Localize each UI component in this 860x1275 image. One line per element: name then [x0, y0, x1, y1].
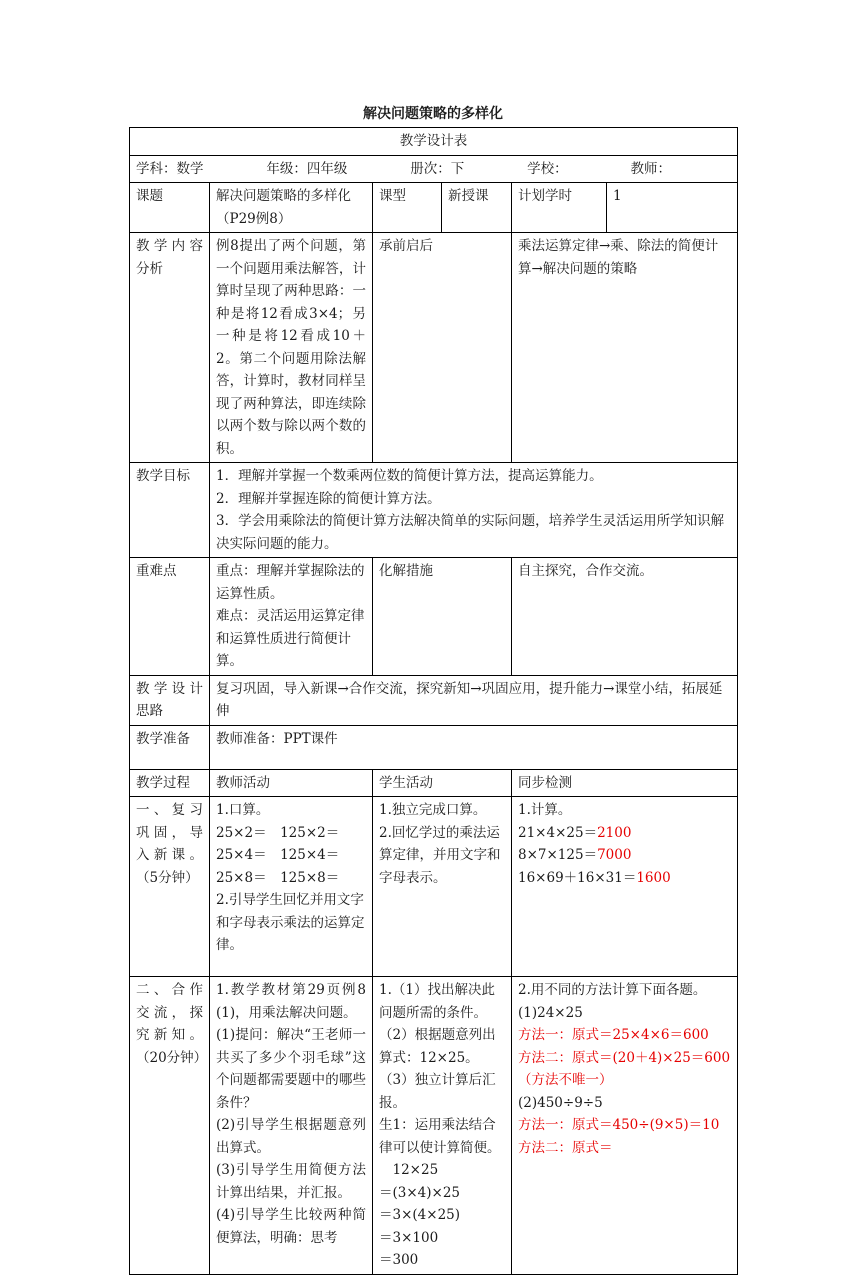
design-idea-label: 教学设计思路 [130, 675, 210, 725]
check-method: 方法二：原式＝(20＋4)×25＝600 [518, 1049, 731, 1066]
check-method: 方法一：原式＝25×4×6＝600 [518, 1027, 709, 1043]
teacher-line: 1.教学教材第29页例8(1)，用乘法解决问题。 [216, 982, 366, 1021]
stage-sync-check [512, 977, 738, 1275]
topic-label: 课题 [130, 183, 210, 233]
volume-field: 册次：下 [410, 160, 465, 177]
student-line: （2）根据题意列出算式：12×25。 [379, 1027, 496, 1066]
check-item [518, 822, 731, 845]
student-line: 1.（1）找出解决此问题所需的条件。 [379, 982, 495, 1021]
key-points-row [130, 558, 738, 676]
goals-label: 教学目标 [130, 463, 210, 558]
stage-teacher-activity [210, 977, 373, 1275]
preparation-row [130, 725, 738, 769]
goals-row [130, 463, 738, 558]
goals-list [210, 463, 738, 558]
check-item [518, 867, 731, 890]
stage-label: 一、复习巩固，导入新课。（5分钟） [130, 797, 210, 977]
teacher-field: 教师： [630, 160, 671, 177]
preparation-label: 教学准备 [130, 725, 210, 769]
check-expression: 8×7×125＝ [518, 847, 598, 863]
student-line: ＝3×(4×25) [379, 1207, 461, 1223]
check-item [518, 844, 731, 867]
stage-row [130, 797, 738, 977]
document-title: 解决问题策略的多样化 [363, 106, 503, 122]
check-question: (1)24×25 [518, 1004, 583, 1021]
stage-label: 二、合作交流，探究新知。（20分钟） [130, 977, 210, 1275]
teaching-design-table [129, 127, 738, 1275]
grade-field: 年级：四年级 [266, 160, 348, 177]
key-point: 重点：理解并掌握除法的运算性质。 [216, 563, 365, 602]
process-header-student: 学生活动 [373, 769, 512, 797]
table-title: 教学设计表 [130, 128, 738, 156]
student-line: ＝3×100 [379, 1229, 439, 1246]
meta-row [130, 155, 738, 183]
key-points-label: 重难点 [130, 558, 210, 676]
check-expression: 21×4×25＝ [518, 824, 598, 841]
student-line: ＝(3×4)×25 [379, 1184, 461, 1201]
topic-value: 解决问题策略的多样化（P29例8） [210, 183, 373, 233]
link-label: 承前启后 [373, 233, 512, 463]
stage-student-activity [373, 977, 512, 1275]
check-expression: 16×69＋16×31＝ [518, 869, 637, 886]
teacher-line: (3)引导学生用简便方法计算出结果，并汇报。 [216, 1162, 366, 1201]
student-line: 1.独立完成口算。 [379, 802, 487, 818]
stage-sync-check [512, 797, 738, 977]
teacher-line: (1)提问：解决“王老师一共买了多少个羽毛球”这个问题都需要题中的哪些条件？ [216, 1027, 366, 1111]
process-header-row [130, 769, 738, 797]
teacher-line: 2.引导学生回忆并用文字和字母表示乘法的运算定律。 [216, 892, 365, 953]
difficult-point: 难点：灵活运用运算定律和运算性质进行简便计算。 [216, 608, 365, 669]
measure-value: 自主探究，合作交流。 [512, 558, 738, 676]
check-question: (2)450÷9÷5 [518, 1094, 603, 1111]
student-line: ＝300 [379, 1252, 419, 1268]
process-header-check: 同步检测 [512, 769, 738, 797]
topic-row [130, 183, 738, 233]
school-field: 学校： [527, 160, 568, 177]
design-idea-row [130, 675, 738, 725]
design-idea-text: 复习巩固，导入新课→合作交流，探究新知→巩固应用，提升能力→课堂小结，拓展延伸 [210, 675, 738, 725]
teacher-line: (2)引导学生根据题意列出算式。 [216, 1117, 366, 1156]
hours-value: 1 [607, 183, 738, 233]
student-line: （3）独立计算后汇报。 [379, 1072, 496, 1111]
process-header-teacher: 教师活动 [210, 769, 373, 797]
stage-row [130, 977, 738, 1275]
content-analysis-text: 例8提出了两个问题，第一个问题用乘法解答，计算时呈现了两种思路：一种是将12看成3×4；另一种是将12看成10＋2。第二个问题用除法解答，计算时，教材同样呈现了两种算法，即连续除以两个数与除以两个数的积。 [210, 233, 373, 463]
student-line: 12×25 [379, 1162, 439, 1178]
key-points-text [210, 558, 373, 676]
check-title: 1.计算。 [518, 802, 572, 818]
goal-item: 2．理解并掌握连除的简便计算方法。 [216, 490, 441, 507]
check-note: （方法不唯一） [518, 1072, 613, 1088]
check-answer: 7000 [597, 847, 632, 863]
lesson-type-value: 新授课 [442, 183, 512, 233]
goal-item: 3．学会用乘除法的简便计算方法解决简单的实际问题，培养学生灵活运用所学知识解决实际问题的能力。 [216, 513, 725, 552]
preparation-text: 教师准备：PPT课件 [210, 725, 738, 769]
check-title: 2.用不同的方法计算下面各题。 [518, 982, 707, 998]
stage-student-activity [373, 797, 512, 977]
teacher-line: (4)引导学生比较两种简便算法，明确：思考 [216, 1207, 366, 1246]
stage-teacher-activity [210, 797, 373, 977]
check-answer: 1600 [636, 869, 671, 886]
student-line: 2.回忆学过的乘法运算定律，并用文字和字母表示。 [379, 824, 501, 886]
link-value: 乘法运算定律→乘、除法的简便计算→解决问题的策略 [512, 233, 738, 463]
hours-label: 计划学时 [512, 183, 607, 233]
lesson-type-label: 课型 [373, 183, 442, 233]
check-method: 方法一：原式＝450÷(9×5)＝10 [518, 1117, 720, 1133]
check-method: 方法二：原式＝ [518, 1139, 613, 1156]
content-row [130, 233, 738, 463]
teacher-line: 25×2＝ 125×2＝ [216, 824, 340, 841]
content-label: 教学内容分析 [130, 233, 210, 463]
teacher-line: 25×8＝ 125×8＝ [216, 869, 340, 886]
teacher-line: 1.口算。 [216, 802, 270, 818]
check-answer: 2100 [597, 824, 632, 841]
measure-label: 化解措施 [373, 558, 512, 676]
goal-item: 1．理解并掌握一个数乘两位数的简便计算方法，提高运算能力。 [216, 468, 603, 484]
process-header-stage: 教学过程 [130, 769, 210, 797]
subject-field: 学科：数学 [136, 160, 204, 177]
teacher-line: 25×4＝ 125×4＝ [216, 847, 340, 863]
student-line: 生1：运用乘法结合律可以使计算简便。 [379, 1117, 501, 1156]
